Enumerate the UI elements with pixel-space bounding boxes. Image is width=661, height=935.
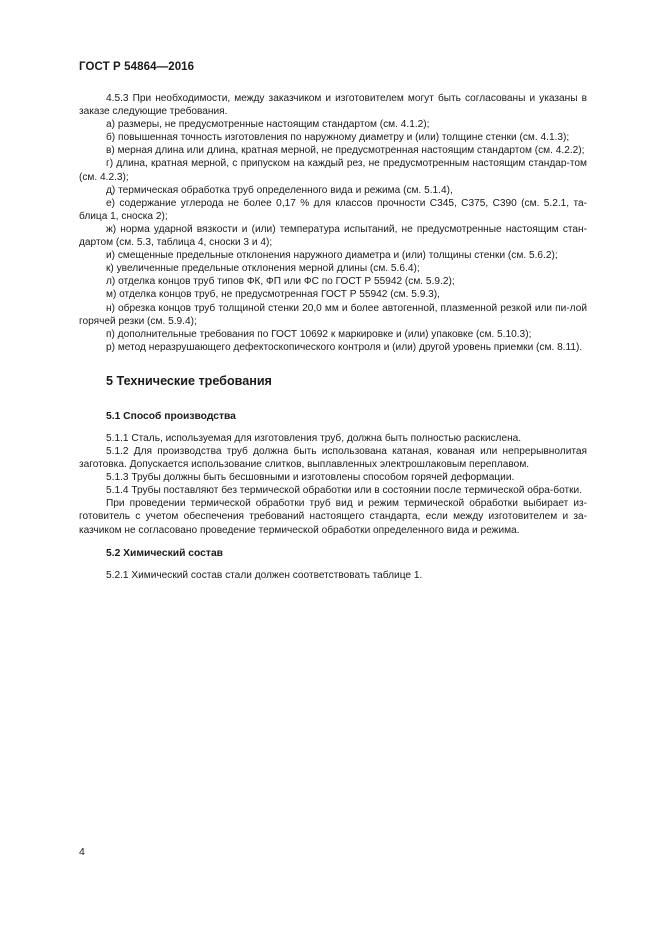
section-title: 5 Технические требования xyxy=(106,373,272,388)
page-content xyxy=(79,92,587,582)
subsection-title-5-2: 5.2 Химический состав xyxy=(106,547,223,559)
clause-4-5-3 xyxy=(79,92,587,354)
paragraph: 5.2.1 Химический состав стали должен соответствовать таблице 1. xyxy=(106,569,423,581)
paragraph: 5.1.2 Для производства труб должна быть использована катаная, кованая или непрерывнолитая заготовка. Допускается использование слитков, выплавленных электрошлаковым переплавом. xyxy=(79,445,587,471)
list-item: д) термическая обработка труб определенного вида и режима (см. 5.1.4), xyxy=(106,184,453,196)
list-item: г) длина, кратная мерной, с припуском на каждый рез, не предусмотренным настоящим стандар-том (см. 4.2.3); xyxy=(79,158,587,183)
list-item: а) размеры, не предусмотренные настоящим стандартом (см. 4.1.2); xyxy=(106,119,430,131)
list-item: н) обрезка концов труб толщиной стенки 20,0 мм и более автогенной, плазменной резкой или пи-лой горячей резки (см. 5.9.4); xyxy=(79,302,587,327)
page-number: 4 xyxy=(79,846,85,858)
list-item: м) отделка концов труб, не предусмотренная ГОСТ Р 55942 (см. 5.9.3), xyxy=(106,289,440,301)
list-item: ж) норма ударной вязкости и (или) температура испытаний, не предусмотренные настоящим стан-дартом (см. 5.3, таблица 4, сноски 3 и 4); xyxy=(79,223,587,249)
paragraph: 5.1.1 Сталь, используемая для изготовления труб, должна быть полностью раскислена. xyxy=(106,432,522,444)
list-item: и) смещенные предельные отклонения наружного диаметра и (или) толщины стенки (см. 5.6.2); xyxy=(106,250,558,262)
document-code: ГОСТ Р 54864—2016 xyxy=(79,61,195,73)
paragraph: При проведении термической обработки труб вид и режим термической обработки выбирает из-готовитель с учетом обеспечения требований настоящего стандарта, если между изготовителем и за-казчиком не согласовано проведение термической обработки определенного вида и режима. xyxy=(79,498,587,536)
list-item: к) увеличенные предельные отклонения мерной длины (см. 5.6.4); xyxy=(106,263,420,275)
list-item: в) мерная длина или длина, кратная мерной, не предусмотренная настоящим стандартом (см. 4.2.2); xyxy=(106,145,585,157)
subsection-title-5-1: 5.1 Способ производства xyxy=(106,410,236,422)
paragraph: 5.1.3 Трубы должны быть бесшовными и изготовлены способом горячей деформации. xyxy=(106,472,515,484)
list-item: б) повышенная точность изготовления по наружному диаметру и (или) толщине стенки (см. 4.1.3); xyxy=(106,132,570,144)
list-item: р) метод неразрушающего дефектоскопического контроля и (или) другой уровень приемки (см. 8.11). xyxy=(106,341,583,353)
list-item: п) дополнительные требования по ГОСТ 10692 к маркировке и (или) упаковке (см. 5.10.3); xyxy=(106,328,532,340)
paragraph: 5.1.4 Трубы поставляют без термической обработки или в состоянии после термической обра-ботки. xyxy=(106,485,583,497)
list-item: л) отделка концов труб типов ФК, ФП или ФС по ГОСТ Р 55942 (см. 5.9.2); xyxy=(106,276,455,288)
list-item: е) содержание углерода не более 0,17 % для классов прочности С345, С375, С390 (см. 5.2.1, та-блица 1, сноска 2); xyxy=(79,197,587,222)
clause-intro: 4.5.3 При необходимости, между заказчиком и изготовителем могут быть согласованы и указаны в заказе следующие требования. xyxy=(79,93,587,118)
